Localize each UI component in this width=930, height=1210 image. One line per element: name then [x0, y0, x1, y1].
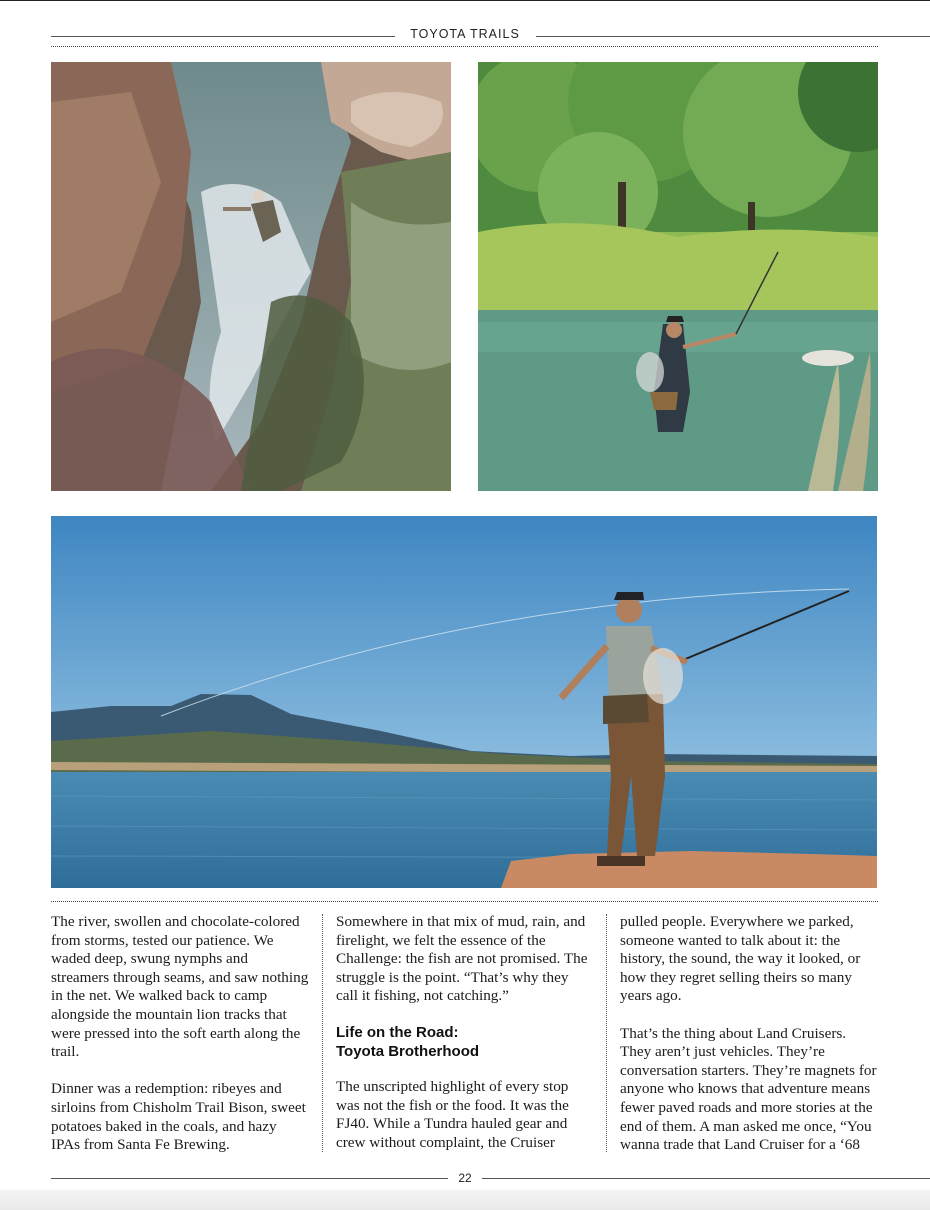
column-2-paragraph-2: The unscripted highlight of every stop was not the fish or the food. It was the FJ40. While a Tundra hauled gear and crew without complaint, the Cruiser	[336, 1078, 569, 1151]
column-1-paragraph-2: Dinner was a redemption: ribeyes and sirloins from Chisholm Trail Bison, sweet potatoes baked in the coals, and hazy IPAs from Santa Fe Brewing.	[51, 1080, 306, 1154]
page-number: 22	[448, 1171, 481, 1185]
top-border	[0, 0, 930, 1]
section-heading	[336, 1024, 588, 1061]
article-column-1	[51, 913, 309, 1155]
column-2-paragraph-1: Somewhere in that mix of mud, rain, and firelight, we felt the essence of the Challenge: the fish are not promised. The struggle is the point. “That’s why they call it fishing, not catching.”	[336, 913, 588, 1005]
photo-river-angler	[478, 62, 878, 491]
photo-lake-casting	[51, 516, 877, 888]
column-3-paragraph-1: pulled people. Everywhere we parked, someone wanted to talk about it: the history, the sound, the way it looked, or how they regret selling theirs so many years ago.	[620, 913, 861, 1005]
section-heading-line-1: Life on the Road:	[336, 1023, 459, 1041]
lake-casting-photo-icon	[51, 516, 877, 888]
column-1-paragraph-1: The river, swollen and chocolate-colored from storms, tested our patience. We waded deep, swung nymphs and streamers through seams, and saw nothing in the net. We walked back to camp alongside the mountain lion tracks that were pressed into the soft earth along the trail.	[51, 913, 309, 1061]
column-divider-2	[606, 914, 607, 1152]
header-dotted-rule	[51, 46, 878, 47]
section-heading-line-2: Toyota Brotherhood	[336, 1042, 480, 1060]
page-bottom-edge	[0, 1190, 930, 1210]
column-divider-1	[322, 914, 323, 1152]
body-dotted-rule	[51, 901, 878, 902]
article-column-3	[620, 913, 878, 1155]
header-title: TOYOTA TRAILS	[396, 27, 534, 41]
article-column-2	[336, 913, 588, 1153]
canyon-fishing-photo-icon	[51, 62, 451, 491]
column-3-paragraph-2: That’s the thing about Land Cruisers. They aren’t just vehicles. They’re conversation starters. They’re magnets for anyone who knows that adventure means fewer paved roads and more stories at the end of them. A man asked me once, “You wanna trade that Land Cruiser for a ‘68	[620, 1024, 877, 1154]
river-wading-photo-icon	[478, 62, 878, 491]
running-header	[0, 27, 930, 41]
page-footer	[0, 1171, 930, 1185]
photo-canyon-stream	[51, 62, 451, 491]
